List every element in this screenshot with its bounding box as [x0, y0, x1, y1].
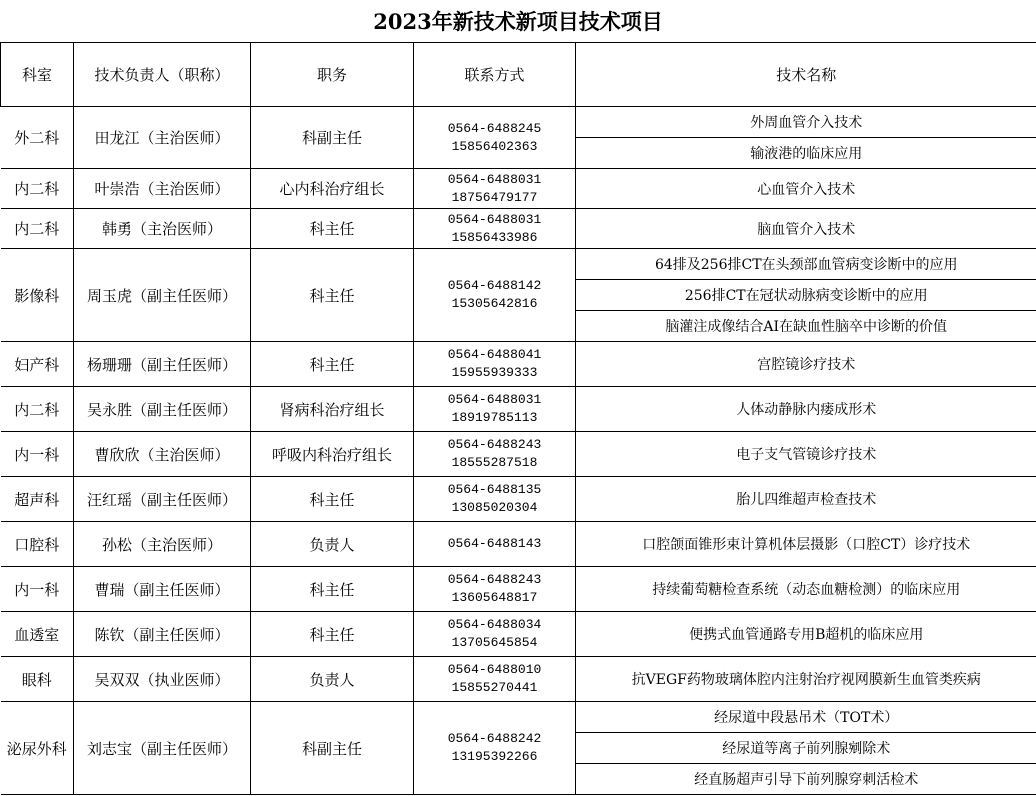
tech-project-table-container — [0, 42, 1036, 795]
office-phone: 0564-6488031 — [447, 211, 542, 227]
dept-cell: 外二科 — [1, 107, 74, 169]
header-lead: 技术负责人（职称） — [74, 43, 251, 107]
table-row — [1, 209, 1036, 249]
mobile-phone: 15855270441 — [451, 680, 538, 695]
office-phone: 0564-6488010 — [447, 662, 542, 677]
tech-name-cell: 抗VEGF药物玻璃体腔内注射治疗视网膜新生血管类疾病 — [576, 657, 1036, 702]
lead-cell: 周玉虎（副主任医师） — [74, 249, 251, 342]
role-cell: 负责人 — [251, 657, 414, 702]
tech-name-cell: 便携式血管通路专用B超机的临床应用 — [576, 612, 1036, 657]
dept-cell: 内二科 — [1, 169, 74, 209]
contact-cell — [414, 477, 576, 522]
lead-cell: 杨珊珊（副主任医师） — [74, 342, 251, 387]
table-row — [1, 657, 1036, 702]
mobile-phone: 13195392266 — [451, 749, 538, 764]
tech-name-cell: 外周血管介入技术 — [576, 107, 1036, 138]
contact-cell — [414, 249, 576, 342]
office-phone: 0564-6488034 — [447, 617, 542, 632]
mobile-phone: 18756479177 — [451, 189, 538, 205]
page-title: 2023年新技术新项目技术项目 — [373, 9, 663, 34]
lead-cell: 吴双双（执业医师） — [74, 657, 251, 702]
tech-name-cell: 电子支气管镜诊疗技术 — [576, 432, 1036, 477]
table-row — [1, 249, 1036, 280]
mobile-phone: 13085020304 — [451, 500, 538, 515]
office-phone: 0564-6488142 — [447, 278, 542, 293]
contact-cell — [414, 522, 576, 567]
office-phone: 0564-6488031 — [447, 171, 542, 187]
lead-cell: 吴永胜（副主任医师） — [74, 387, 251, 432]
header-row — [1, 43, 1036, 107]
mobile-phone: 13705645854 — [451, 635, 538, 650]
table-row — [1, 169, 1036, 209]
role-cell: 负责人 — [251, 522, 414, 567]
dept-cell: 内二科 — [1, 387, 74, 432]
contact-cell — [414, 209, 576, 249]
table-row — [1, 107, 1036, 138]
dept-cell: 影像科 — [1, 249, 74, 342]
table-row — [1, 432, 1036, 477]
tech-name-cell: 64排及256排CT在头颈部血管病变诊断中的应用 — [576, 249, 1036, 280]
contact-cell — [414, 657, 576, 702]
tech-name-cell: 输液港的临床应用 — [576, 138, 1036, 169]
header-role: 职务 — [251, 43, 414, 107]
tech-name-cell: 心血管介入技术 — [576, 169, 1036, 209]
dept-cell: 内一科 — [1, 432, 74, 477]
role-cell: 心内科治疗组长 — [251, 169, 414, 209]
header-contact: 联系方式 — [414, 43, 576, 107]
dept-cell: 眼科 — [1, 657, 74, 702]
tech-name-cell: 宫腔镜诊疗技术 — [576, 342, 1036, 387]
tech-name-cell: 脑血管介入技术 — [576, 209, 1036, 249]
contact-cell — [414, 567, 576, 612]
tech-name-cell: 脑灌注成像结合AI在缺血性脑卒中诊断的价值 — [576, 311, 1036, 342]
role-cell: 科主任 — [251, 249, 414, 342]
table-row — [1, 387, 1036, 432]
lead-cell: 陈钦（副主任医师） — [74, 612, 251, 657]
office-phone: 0564-6488135 — [447, 482, 542, 497]
tech-name-cell: 口腔颌面锥形束计算机体层摄影（口腔CT）诊疗技术 — [576, 522, 1036, 567]
dept-cell: 内二科 — [1, 209, 74, 249]
lead-cell: 曹欣欣（主治医师） — [74, 432, 251, 477]
office-phone: 0564-6488041 — [447, 347, 542, 362]
contact-cell — [414, 432, 576, 477]
contact-cell — [414, 612, 576, 657]
tech-name-cell: 经尿道等离子前列腺剜除术 — [576, 733, 1036, 764]
lead-cell: 刘志宝（副主任医师） — [74, 702, 251, 795]
contact-cell — [414, 387, 576, 432]
table-row — [1, 702, 1036, 733]
mobile-phone: 18919785113 — [451, 410, 538, 425]
dept-cell: 妇产科 — [1, 342, 74, 387]
mobile-phone: 18555287518 — [451, 455, 538, 470]
office-phone: 0564-6488243 — [447, 572, 542, 587]
dept-cell: 超声科 — [1, 477, 74, 522]
table-body — [1, 107, 1036, 795]
tech-name-cell: 256排CT在冠状动脉病变诊断中的应用 — [576, 280, 1036, 311]
lead-cell: 叶崇浩（主治医师） — [74, 169, 251, 209]
dept-cell: 口腔科 — [1, 522, 74, 567]
role-cell: 科主任 — [251, 209, 414, 249]
header-dept: 科室 — [1, 43, 74, 107]
dept-cell: 血透室 — [1, 612, 74, 657]
table-row — [1, 477, 1036, 522]
role-cell: 科主任 — [251, 567, 414, 612]
office-phone: 0564-6488031 — [447, 392, 542, 407]
dept-cell: 内一科 — [1, 567, 74, 612]
lead-cell: 汪红瑶（副主任医师） — [74, 477, 251, 522]
lead-cell: 田龙江（主治医师） — [74, 107, 251, 169]
lead-cell: 孙松（主治医师） — [74, 522, 251, 567]
contact-cell — [414, 169, 576, 209]
mobile-phone: 13605648817 — [451, 590, 538, 605]
table-row — [1, 567, 1036, 612]
contact-cell — [414, 702, 576, 795]
tech-name-cell: 经尿道中段悬吊术（TOT术） — [576, 702, 1036, 733]
tech-name-cell: 人体动静脉内瘘成形术 — [576, 387, 1036, 432]
role-cell: 肾病科治疗组长 — [251, 387, 414, 432]
table-row — [1, 522, 1036, 567]
role-cell: 科主任 — [251, 342, 414, 387]
role-cell: 科主任 — [251, 477, 414, 522]
tech-name-cell: 胎儿四维超声检查技术 — [576, 477, 1036, 522]
role-cell: 科副主任 — [251, 702, 414, 795]
tech-project-table — [0, 42, 1036, 795]
role-cell: 科主任 — [251, 612, 414, 657]
role-cell: 呼吸内科治疗组长 — [251, 432, 414, 477]
table-row — [1, 612, 1036, 657]
office-phone: 0564-6488243 — [447, 437, 542, 452]
office-phone: 0564-6488242 — [447, 731, 542, 746]
contact-cell — [414, 342, 576, 387]
office-phone: 0564-6488143 — [447, 536, 542, 551]
dept-cell: 泌尿外科 — [1, 702, 74, 795]
mobile-phone: 15305642816 — [451, 296, 538, 311]
header-tech: 技术名称 — [576, 43, 1036, 107]
tech-name-cell: 经直肠超声引导下前列腺穿刺活检术 — [576, 764, 1036, 795]
lead-cell: 曹瑞（副主任医师） — [74, 567, 251, 612]
table-row — [1, 342, 1036, 387]
mobile-phone: 15856402363 — [451, 138, 538, 154]
contact-cell — [414, 107, 576, 169]
mobile-phone: 15955939333 — [451, 365, 538, 380]
role-cell: 科副主任 — [251, 107, 414, 169]
lead-cell: 韩勇（主治医师） — [74, 209, 251, 249]
office-phone: 0564-6488245 — [447, 120, 542, 136]
mobile-phone: 15856433986 — [451, 229, 538, 245]
tech-name-cell: 持续葡萄糖检查系统（动态血糖检测）的临床应用 — [576, 567, 1036, 612]
